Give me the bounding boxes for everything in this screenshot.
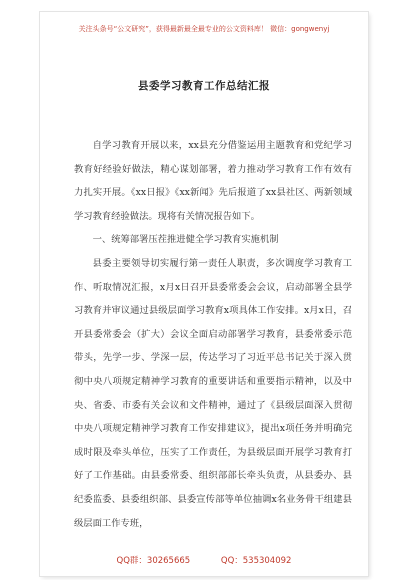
footer-qq-group: QQ群：30265665 — [116, 556, 191, 566]
paragraph-body: 县委主要领导切实履行第一责任人职责，多次调度学习教育工作、听取情况汇报，x月x日召开县委常委会会议，启动部署全县学习教育并审议通过县级层面学习教育x项具体工作安排。x月x日，召开县委常委会（扩大）会议全面启动部署学习教育，县委常委示范带头，先学一步、学深一层，传达学习了习近平总书记关于深入贯彻中央八项规定精神学习教育的重要讲话和重要指示精神，以及中央、省委、市委有关会议和文件精神，通过了《县级层面深入贯彻中央八项规定精神学习教育工作安排建议》，提出x项任务并明确完成时限及牵头单位，压实了工作责任，为县级层面开展学习教育打好了工作基础。由县委常委、组织部部长牵头负责，从县委办、县纪委监委、县委组织部、县委宣传部等单位抽调x名业务骨干组建县级层面工作专班， — [74, 257, 352, 529]
section-heading: 一、统筹部署压茬推进健全学习教育实施机制 — [92, 234, 279, 246]
footer-contacts — [40, 554, 368, 566]
document-page — [40, 12, 368, 576]
paragraph-intro: 自学习教育开展以来，xx县充分借鉴运用主题教育和党纪学习教育好经验好做法，精心谋划部署，着力推动学习教育工作有效有力扎实开展。《xx日报》《xx新闻》先后报道了xx县社区、两新领域学习教育经验做法。现将有关情况报告如下。 — [74, 140, 352, 222]
document-body — [74, 134, 352, 535]
document-title: 县委学习教育工作总结汇报 — [138, 80, 270, 92]
header-banner: 关注头条号“公文研究”，获得最新最全最专业的公文资料库！ 微信：gongwenyj — [78, 25, 330, 33]
footer-qq: QQ：535304092 — [220, 556, 292, 566]
